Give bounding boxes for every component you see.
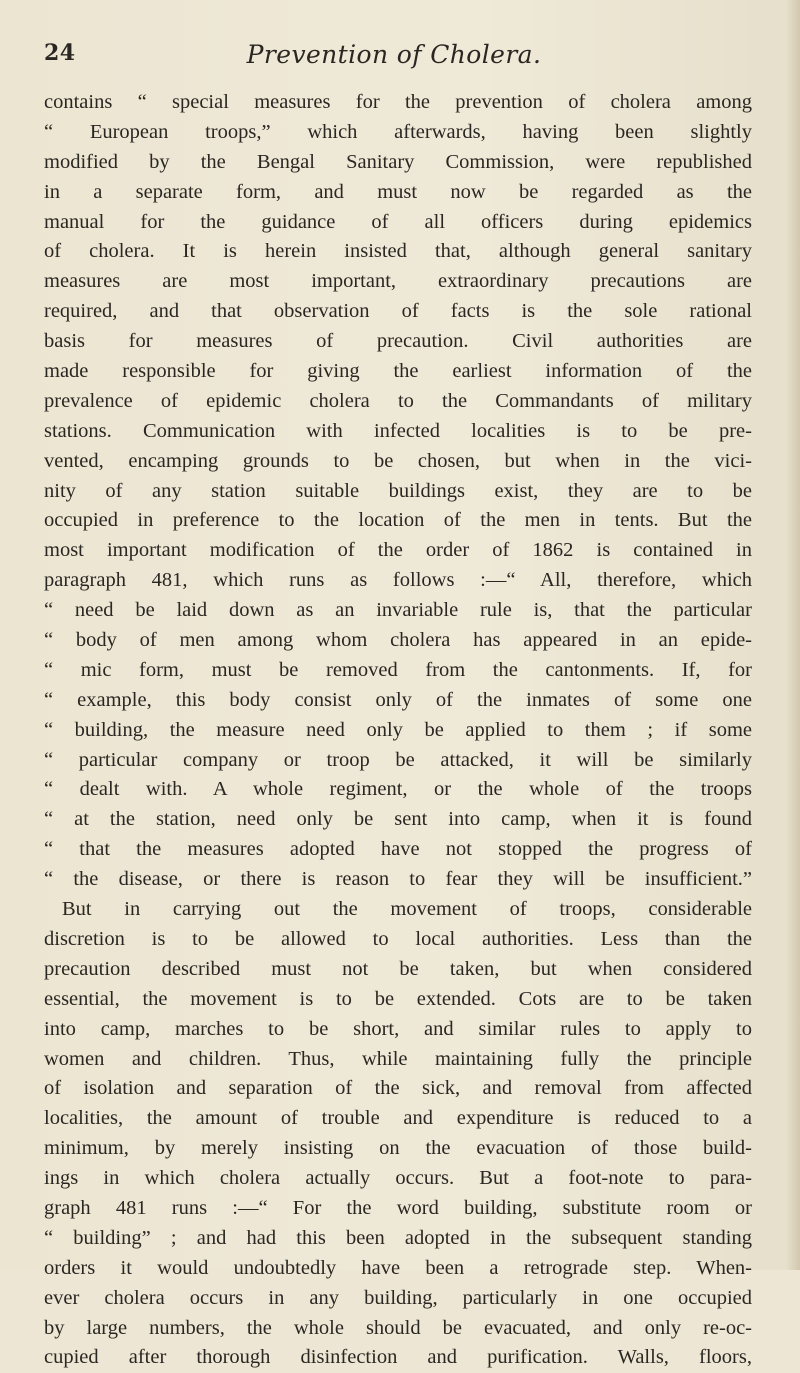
text-line: “ need be laid down as an invariable rule is, that the particular <box>44 599 752 622</box>
text-line: into camp, marches to be short, and similar rules to apply to <box>44 1017 752 1040</box>
text-line: stations. Communication with infected localities is to be pre- <box>44 419 752 442</box>
page-edge-shadow <box>786 0 800 1270</box>
text-line: orders it would undoubtedly have been a retrograde step. When- <box>44 1256 752 1279</box>
running-title: Prevention of Cholera. <box>246 40 542 69</box>
page-number: 24 <box>44 40 76 66</box>
text-line: “ particular company or troop be attacked, it will be similarly <box>44 748 752 771</box>
text-line: cupied after thorough disinfection and purification. Walls, floors, <box>44 1346 752 1369</box>
text-line: most important modification of the order of 1862 is contained in <box>44 539 752 562</box>
text-line: modified by the Bengal Sanitary Commission, were republished <box>44 150 752 173</box>
text-line: in a separate form, and must now be regarded as the <box>44 180 752 203</box>
text-line: measures are most important, extraordinary precautions are <box>44 270 752 293</box>
text-line: “ the disease, or there is reason to fear they will be insufficient.” <box>44 868 752 891</box>
text-line: “ example, this body consist only of the inmates of some one <box>44 688 752 711</box>
text-line: vented, encamping grounds to be chosen, but when in the vici- <box>44 449 752 472</box>
text-line: localities, the amount of trouble and expenditure is reduced to a <box>44 1107 752 1130</box>
text-line: But in carrying out the movement of troops, considerable <box>62 898 752 921</box>
body-text <box>44 88 752 1373</box>
text-line: “ building” ; and had this been adopted in the subsequent standing <box>44 1226 752 1249</box>
text-line: minimum, by merely insisting on the evacuation of those build- <box>44 1137 752 1160</box>
text-line: ever cholera occurs in any building, particularly in one occupied <box>44 1286 752 1309</box>
text-line: “ dealt with. A whole regiment, or the whole of the troops <box>44 778 752 801</box>
text-line: by large numbers, the whole should be evacuated, and only re-oc- <box>44 1316 752 1339</box>
text-line: “ body of men among whom cholera has appeared in an epide- <box>44 629 752 652</box>
text-line: graph 481 runs :—“ For the word building, substitute room or <box>44 1196 752 1219</box>
text-line: nity of any station suitable buildings exist, they are to be <box>44 479 752 502</box>
text-line: precaution described must not be taken, but when considered <box>44 957 752 980</box>
text-line: basis for measures of precaution. Civil authorities are <box>44 330 752 353</box>
text-line: prevalence of epidemic cholera to the Commandants of military <box>44 389 752 412</box>
text-line: ings in which cholera actually occurs. But a foot-note to para- <box>44 1167 752 1190</box>
text-line: made responsible for giving the earliest information of the <box>44 360 752 383</box>
text-line: “ building, the measure need only be applied to them ; if some <box>44 718 752 741</box>
text-line: required, and that observation of facts is the sole rational <box>44 300 752 323</box>
text-line: paragraph 481, which runs as follows :—“ All, therefore, which <box>44 569 752 592</box>
text-line: occupied in preference to the location of the men in tents. But the <box>44 509 752 532</box>
text-line: “ European troops,” which afterwards, having been slightly <box>44 120 752 143</box>
text-line: “ mic form, must be removed from the cantonments. If, for <box>44 658 752 681</box>
text-line: women and children. Thus, while maintaining fully the principle <box>44 1047 752 1070</box>
text-line: manual for the guidance of all officers during epidemics <box>44 210 752 233</box>
text-line: “ at the station, need only be sent into camp, when it is found <box>44 808 752 831</box>
text-line: of isolation and separation of the sick, and removal from affected <box>44 1077 752 1100</box>
text-line: contains “ special measures for the prevention of cholera among <box>44 91 752 113</box>
text-line: of cholera. It is herein insisted that, although general sanitary <box>44 240 752 263</box>
page-header <box>44 40 744 74</box>
text-line: discretion is to be allowed to local authorities. Less than the <box>44 927 752 950</box>
text-line: “ that the measures adopted have not stopped the progress of <box>44 838 752 861</box>
text-line: essential, the movement is to be extended. Cots are to be taken <box>44 987 752 1010</box>
